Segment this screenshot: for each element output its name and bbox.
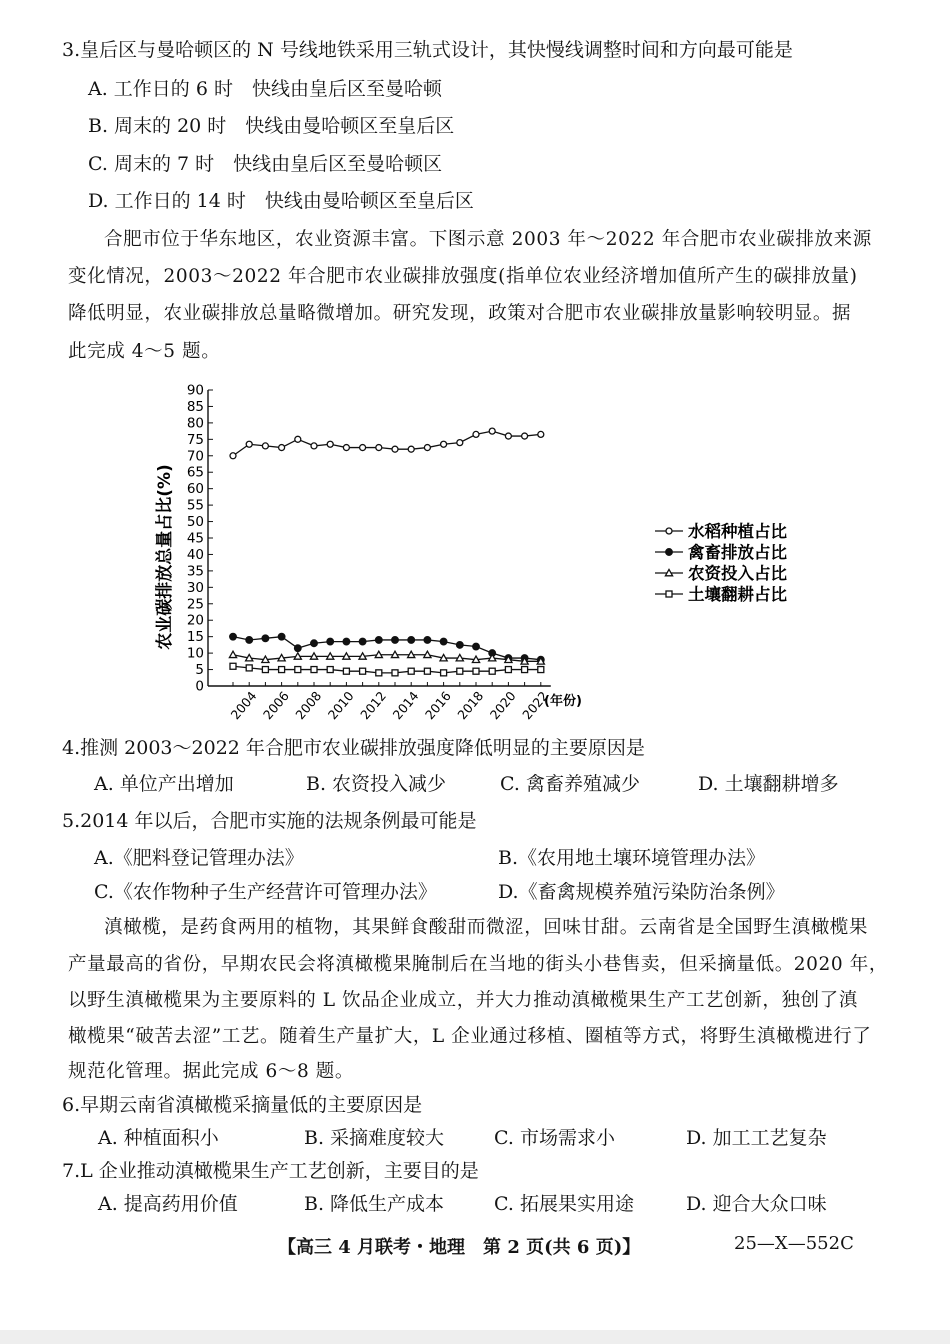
data-point [327,667,333,673]
data-point [375,651,382,657]
data-point [391,651,398,657]
y-tick-label: 60 [186,481,204,498]
legend-marker [666,528,672,534]
data-point [278,633,285,640]
question-6-option-c: C. 市场需求小 [494,1127,615,1149]
y-tick-label: 40 [186,546,204,563]
data-point [279,667,285,673]
data-point [376,445,382,451]
data-point [279,445,285,451]
question-5-option-b: B.《农用地土壤环境管理办法》 [498,847,766,869]
question-7-option-a: A. 提高药用价值 [98,1193,238,1215]
series-line [233,431,541,456]
data-point [343,668,349,674]
question-4-option-d: D. 土壤翻耕增多 [698,773,839,795]
legend-label: 水稻种植占比 [688,522,787,541]
data-point [392,670,398,676]
data-point [473,643,480,650]
x-tick-label: 2022 [519,688,552,722]
legend-marker [666,591,672,597]
question-4-option-b: B. 农资投入减少 [306,773,447,795]
data-point [230,453,236,459]
page-footer: 【高三 4 月联考・地理 第 2 页(共 6 页)】 [278,1237,641,1258]
y-tick-label: 0 [195,678,204,695]
passage-2-line-1: 滇橄榄，是药食两用的植物，其果鲜食酸甜而微涩，回味甘甜。云南省是全国野生滇橄榄果 [104,917,869,938]
paper-code: 25—X—552C [734,1233,854,1254]
question-6-option-a: A. 种植面积小 [98,1127,219,1149]
y-tick-label: 20 [186,612,204,629]
series-1 [230,428,544,459]
data-point [473,668,479,674]
question-4-option-c: C. 禽畜养殖减少 [500,773,640,795]
data-point [359,653,366,659]
question-5-option-d: D.《畜禽规模养殖污染防治条例》 [498,881,785,903]
question-4-stem: 4.推测 2003～2022 年合肥市农业碳排放强度降低明显的主要原因是 [62,737,645,759]
question-3-option-d: D. 工作日的 14 时 快线由曼哈顿区至皇后区 [88,190,474,212]
legend-entry-3 [655,563,788,583]
data-point [424,651,431,657]
x-tick-label: 2010 [324,688,357,722]
y-tick-label: 75 [186,431,204,448]
data-point [343,653,350,659]
scan-edge [0,1330,950,1344]
data-point [360,445,366,451]
data-point [262,635,269,642]
series-4 [230,663,544,676]
data-point [440,638,447,645]
data-point [262,667,268,673]
data-point [505,667,511,673]
data-point [473,431,479,437]
legend-entry-1 [655,521,788,541]
data-point [278,654,285,660]
data-point [441,670,447,676]
data-point [408,637,415,644]
data-point [295,667,301,673]
y-tick-label: 90 [186,382,204,399]
data-point [441,441,447,447]
data-point [392,637,399,644]
data-point [424,637,431,644]
data-point [294,653,301,659]
passage-1-line-3: 降低明显，农业碳排放总量略微增加。研究发现，政策对合肥市农业碳排放量影响较明显。据 [68,303,852,324]
y-tick-label: 50 [186,514,204,531]
question-5-option-a: A.《肥料登记管理办法》 [94,847,304,869]
data-point [376,637,383,644]
data-point [489,668,495,674]
data-point [457,642,464,649]
data-point [457,668,463,674]
x-tick-label: 2018 [454,688,487,722]
question-6-option-d: D. 加工工艺复杂 [686,1127,827,1149]
data-point [327,441,333,447]
data-point [262,656,269,662]
question-3-option-c: C. 周末的 7 时 快线由皇后区至曼哈顿区 [88,153,443,175]
passage-1-line-1: 合肥市位于华东地区，农业资源丰富。下图示意 2003 年～2022 年合肥市农业碳排放来源 [104,229,872,250]
x-tick-label: 2014 [389,688,422,722]
legend-entry-2 [655,542,788,562]
data-point [262,443,268,449]
question-3-option-a: A. 工作日的 6 时 快线由皇后区至曼哈顿 [88,78,442,100]
y-tick-label: 10 [186,645,204,662]
data-point [311,667,317,673]
y-tick-label: 35 [186,563,204,580]
passage-2-line-2: 产量最高的省份，早期农民会将滇橄榄果腌制后在当地的街头小巷售卖，但采摘量低。2020 年， [68,954,888,975]
y-axis [187,383,213,695]
data-point [408,651,415,657]
y-axis-label: 农业碳排放总量占比(%) [155,464,175,650]
data-point [311,640,318,647]
question-5-stem: 5.2014 年以后，合肥市实施的法规条例最可能是 [62,810,477,832]
data-point [424,668,430,674]
data-point [392,446,398,452]
data-point [440,654,447,660]
data-point [343,638,350,645]
legend-marker [666,549,673,556]
data-point [230,633,237,640]
legend-label: 禽畜排放占比 [688,543,787,562]
x-tick-label: 2004 [227,688,260,722]
passage-2-line-5: 规范化管理。据此完成 6～8 题。 [68,1061,355,1082]
data-point [246,654,253,660]
data-point [327,653,334,659]
y-tick-label: 45 [186,530,204,547]
question-3-stem: 3.皇后区与曼哈顿区的 N 号线地铁采用三轨式设计，其快慢线调整时间和方向最可能是 [62,39,793,61]
x-tick-label: 2016 [421,688,454,722]
data-point [505,433,511,439]
data-point [472,656,479,662]
legend-label: 土壤翻耕占比 [688,585,787,604]
question-3-option-b: B. 周末的 20 时 快线由曼哈顿区至皇后区 [88,115,455,137]
data-point [489,428,495,434]
data-point [456,654,463,660]
data-point [424,445,430,451]
passage-1-line-4: 此完成 4～5 题。 [68,341,221,362]
data-point [408,446,414,452]
legend-entry-4 [655,584,788,604]
data-point [246,665,252,671]
chart-series [229,428,544,676]
legend-marker [665,569,672,575]
passage-2-line-4: 橄榄果“破苦去涩”工艺。随着生产量扩大，L 企业通过移植、圈植等方式，将野生滇橄榄进行了 [68,1026,872,1047]
data-point [522,667,528,673]
data-point [295,645,302,652]
data-point [457,440,463,446]
data-point [343,445,349,451]
question-6-option-b: B. 采摘难度较大 [304,1127,445,1149]
data-point [295,436,301,442]
data-point [229,651,236,657]
data-point [360,668,366,674]
data-point [538,667,544,673]
question-7-stem: 7.L 企业推动滇橄榄果生产工艺创新，主要目的是 [62,1160,479,1182]
chart-legend [655,521,788,604]
series-3 [229,651,544,664]
data-point [408,668,414,674]
y-tick-label: 15 [186,629,204,646]
passage-2-line-3: 以野生滇橄榄果为主要原料的 L 饮品企业成立，并大力推动滇橄榄果生产工艺创新，独创了滇 [68,990,858,1011]
data-point [246,637,253,644]
x-tick-label: 2020 [486,688,519,722]
series-line [233,637,541,660]
y-tick-label: 30 [186,579,204,596]
carbon-emission-chart [140,372,820,722]
question-7-option-b: B. 降低生产成本 [304,1193,445,1215]
question-4-option-a: A. 单位产出增加 [94,773,234,795]
y-tick-label: 70 [186,448,204,465]
data-point [310,653,317,659]
legend-label: 农资投入占比 [688,564,787,583]
data-point [311,443,317,449]
x-axis [208,682,551,722]
question-7-option-c: C. 拓展果实用途 [494,1193,634,1215]
x-tick-label: 2006 [259,688,292,722]
x-tick-label: 2012 [357,688,390,722]
data-point [327,638,334,645]
x-axis-label: (年份) [544,694,582,709]
x-tick-label: 2008 [292,688,325,722]
data-point [230,663,236,669]
y-tick-label: 85 [186,398,204,415]
y-tick-label: 5 [195,662,204,679]
question-5-option-c: C.《农作物种子生产经营许可管理办法》 [94,881,437,903]
question-7-option-d: D. 迎合大众口味 [686,1193,827,1215]
question-6-stem: 6.早期云南省滇橄榄采摘量低的主要原因是 [62,1094,423,1116]
y-tick-label: 65 [186,464,204,481]
data-point [522,433,528,439]
data-point [359,638,366,645]
passage-1-line-2: 变化情况，2003～2022 年合肥市农业碳排放强度(指单位农业经济增加值所产生的碳排放量) [68,266,858,287]
y-tick-label: 25 [186,596,204,613]
y-tick-label: 80 [186,415,204,432]
data-point [376,670,382,676]
data-point [246,441,252,447]
data-point [538,431,544,437]
y-tick-label: 55 [186,497,204,514]
